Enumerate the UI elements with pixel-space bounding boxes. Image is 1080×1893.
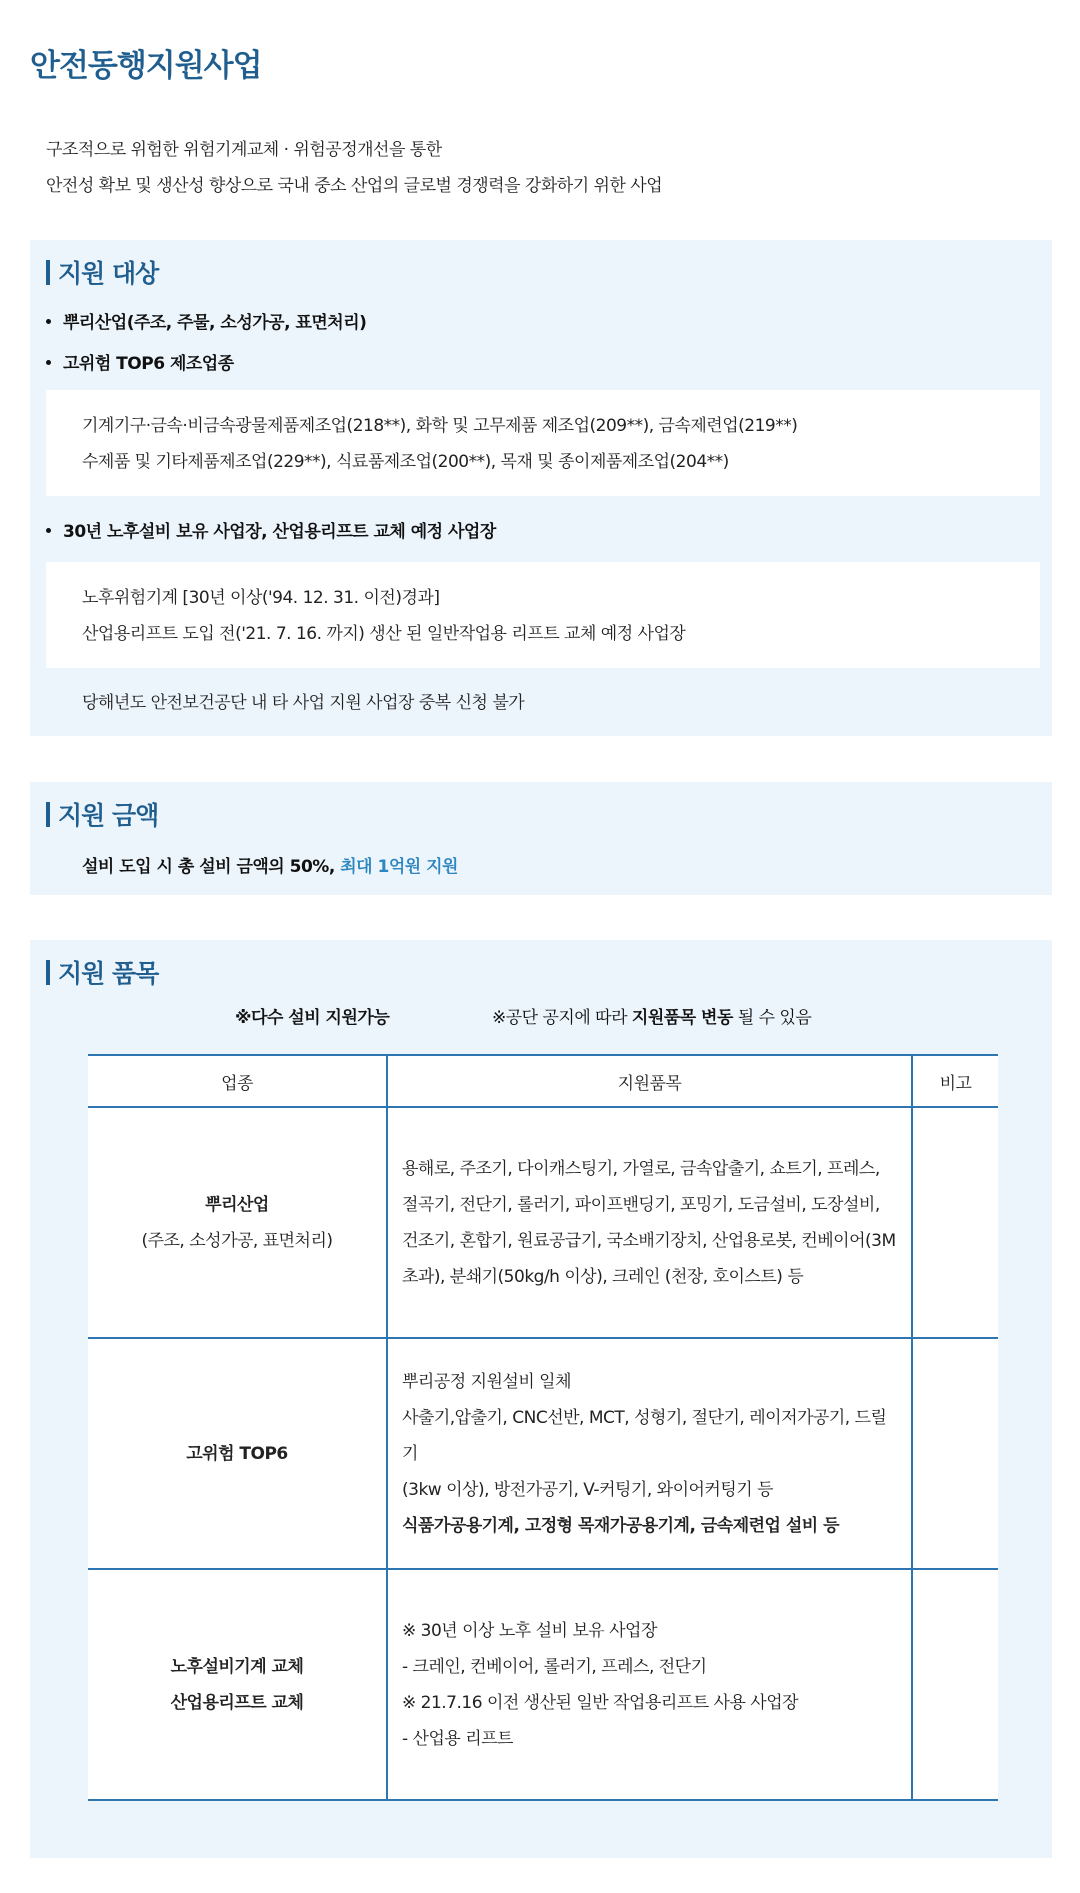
note-suffix: 될 수 있음 (732, 1008, 812, 1028)
item-line: ※ 30년 이상 노후 설비 보유 사업장 (402, 1620, 657, 1641)
duplicate-note: 당해년도 안전보건공단 내 타 사업 지원 사업장 중복 신청 불가 (82, 693, 525, 713)
bullet-dot (46, 319, 51, 324)
table-row (88, 1569, 998, 1800)
category-name: 고위험 TOP6 (186, 1443, 288, 1464)
table-row (88, 1107, 998, 1338)
note-bold: 지원품목 변동 (631, 1008, 733, 1028)
section-title-text: 지원 품목 (58, 959, 159, 988)
item-line: 건조기, 혼합기, 원료공급기, 국소배기장치, 산업용로봇, 컨베이어(3M (402, 1230, 896, 1251)
category-name: 노후설비기계 교체 (170, 1656, 304, 1677)
item-line: - 크레인, 컨베이어, 롤러기, 프레스, 전단기 (402, 1656, 707, 1677)
amount-main: 설비 도입 시 총 설비 금액의 50%, (82, 857, 341, 877)
amount-text (82, 852, 458, 877)
amount-highlight: 최대 1억원 지원 (340, 857, 458, 877)
remark-cell (912, 1338, 998, 1569)
support-amount-section (30, 782, 1052, 895)
industry-codes-box (46, 390, 1040, 496)
support-target-section (30, 240, 1052, 736)
category-cell (88, 1338, 387, 1569)
section-title-target (46, 254, 158, 290)
bullet-dot (46, 528, 51, 533)
box-line: 기계기구·금속·비금속광물제품제조업(218**), 화학 및 고무제품 제조업(209**), 금속제련업(219**) (82, 416, 798, 436)
box-line: 산업용리프트 도입 전('21. 7. 16. 까지) 생산 된 일반작업용 리프트 교체 예정 사업장 (82, 624, 686, 644)
bullet-text: 뿌리산업(주조, 주물, 소성가공, 표면처리) (63, 313, 367, 333)
bullet-item (46, 349, 234, 374)
note-multiple-equipment: ※다수 설비 지원가능 (235, 1008, 390, 1028)
bullet-item (46, 308, 366, 333)
title-bar (46, 960, 50, 985)
note-prefix: ※공단 공지에 따라 (492, 1008, 632, 1028)
items-cell (387, 1107, 912, 1338)
note-items-change (492, 1003, 811, 1028)
items-cell (387, 1338, 912, 1569)
box-line: 수제품 및 기타제품제조업(229**), 식료품제조업(200**), 목재 및 종이제품제조업(204**) (82, 452, 729, 472)
bullet-dot (46, 360, 51, 365)
item-line: 용해로, 주조기, 다이캐스팅기, 가열로, 금속압출기, 쇼트기, 프레스, (402, 1158, 880, 1179)
intro-text (46, 132, 662, 204)
page-title: 안전동행지원사업 (30, 48, 262, 84)
bullet-item (46, 517, 496, 542)
title-bar (46, 802, 50, 827)
item-line: 사출기,압출기, CNC선반, MCT, 성형기, 절단기, 레이저가공기, 드릴기 (402, 1407, 887, 1464)
section-title-text: 지원 대상 (58, 259, 159, 288)
support-items-section (30, 940, 1052, 1858)
category-cell (88, 1107, 387, 1338)
section-title-items (46, 954, 158, 990)
category-sub: (주조, 소성가공, 표면처리) (141, 1230, 333, 1251)
support-items-table (88, 1054, 998, 1801)
intro-line-2: 안전성 확보 및 생산성 향상으로 국내 중소 산업의 글로벌 경쟁력을 강화하기 위한 사업 (46, 176, 663, 196)
bullet-text: 고위험 TOP6 제조업종 (63, 354, 234, 374)
remark-cell (912, 1107, 998, 1338)
bullet-text: 30년 노후설비 보유 사업장, 산업용리프트 교체 예정 사업장 (63, 522, 496, 542)
item-line: ※ 21.7.16 이전 생산된 일반 작업용리프트 사용 사업장 (402, 1692, 799, 1713)
table-header: 비고 (912, 1055, 998, 1107)
old-equipment-box (46, 562, 1040, 668)
item-line: 절곡기, 전단기, 롤러기, 파이프밴딩기, 포밍기, 도금설비, 도장설비, (402, 1194, 880, 1215)
item-line: 초과), 분쇄기(50kg/h 이상), 크레인 (천장, 호이스트) 등 (402, 1266, 804, 1287)
table-header-row (88, 1055, 998, 1107)
section-title-amount (46, 796, 158, 832)
category-name: 뿌리산업 (205, 1194, 269, 1215)
item-line: (3kw 이상), 방전가공기, V-커팅기, 와이어커팅기 등 (402, 1479, 774, 1500)
category-name: 산업용리프트 교체 (170, 1692, 304, 1713)
table-header: 업종 (88, 1055, 387, 1107)
remark-cell (912, 1569, 998, 1800)
item-line: - 산업용 리프트 (402, 1728, 513, 1749)
item-line-bold: 식품가공용기계, 고정형 목재가공용기계, 금속제련업 설비 등 (402, 1515, 840, 1536)
title-bar (46, 260, 50, 285)
category-cell (88, 1569, 387, 1800)
intro-line-1: 구조적으로 위험한 위험기계교체 · 위험공정개선을 통한 (46, 140, 442, 160)
item-line: 뿌리공정 지원설비 일체 (402, 1371, 572, 1392)
table-header: 지원품목 (387, 1055, 912, 1107)
box-line: 노후위험기계 [30년 이상('94. 12. 31. 이전)경과] (82, 588, 440, 608)
items-cell (387, 1569, 912, 1800)
table-row (88, 1338, 998, 1569)
section-title-text: 지원 금액 (58, 801, 159, 830)
